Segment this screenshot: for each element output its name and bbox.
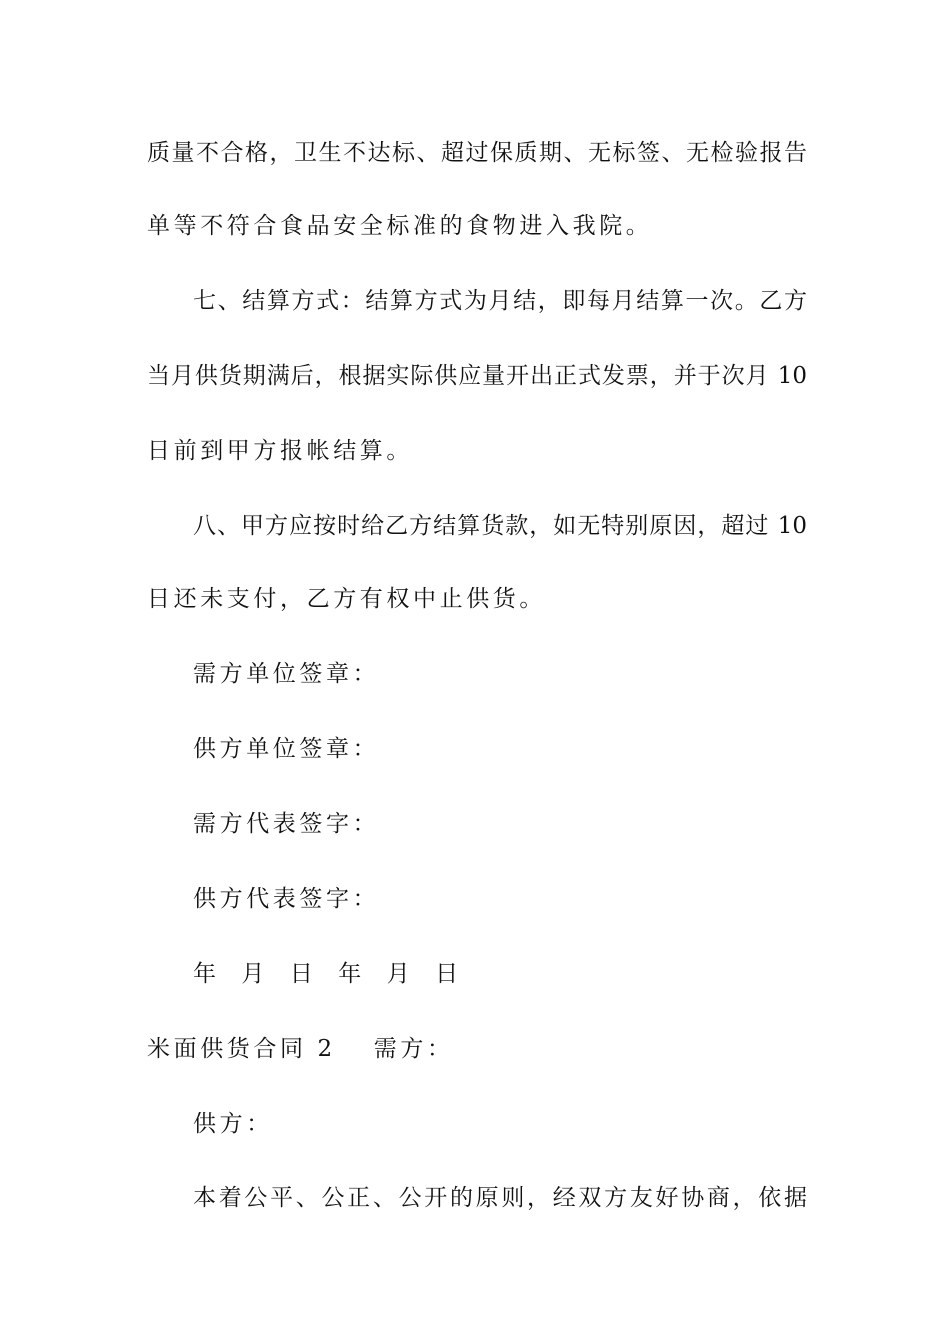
paragraph-line: 当月供货期满后，根据实际供应量开出正式发票，并于次月 10 [147,363,807,389]
supplier-representative-label: 供方代表签字： [193,886,380,912]
supplier-seal-label: 供方单位签章： [193,736,380,762]
clause-eight-line: 八、甲方应按时给乙方结算货款，如无特别原因，超过 10 [193,513,807,539]
paragraph-line: 单等不符合食品安全标准的食物进入我院。 [147,213,653,239]
supplier-label: 供方： [193,1111,273,1137]
paragraph-line: 日还未支付，乙方有权中止供货。 [147,586,546,612]
clause-seven-line: 七、结算方式：结算方式为月结，即每月结算一次。乙方 [193,288,807,314]
contract-intro-line: 本着公平、公正、公开的原则，经双方友好协商，依据 [193,1185,807,1211]
paragraph-line: 日前到甲方报帐结算。 [147,438,413,464]
buyer-representative-label: 需方代表签字： [193,811,380,837]
paragraph-line: 质量不合格，卫生不达标、超过保质期、无标签、无检验报告 [147,140,807,166]
date-line: 年 月 日 年 月 日 [193,961,462,987]
contract-title: 米面供货合同 2 [147,1036,336,1062]
buyer-seal-label: 需方单位签章： [193,661,380,687]
buyer-label: 需方： [373,1036,454,1062]
contract-title-line [147,1034,807,1064]
